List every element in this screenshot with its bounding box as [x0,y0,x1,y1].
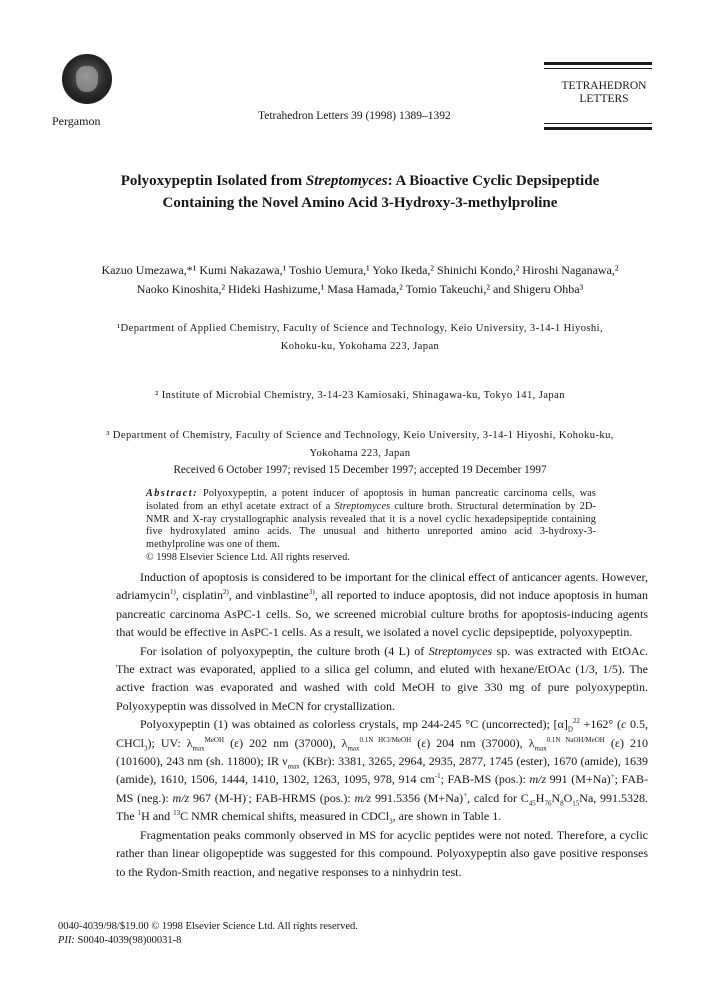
abstract: Abstract: Polyoxypeptin, a potent inducer of apoptosis in human pancreatic carcinoma cells, was isolated from an ethyl acetate extract of a Streptomyces culture broth. Structural determination by 2D-NMR and X-ray crystallographic analysis revealed that it is a novel cyclic hexadepsipeptide containing five hydroxylated amino acids. The unusual and hitherto unreported amino acid 3-hydroxy-3-methylproline was one of them. © 1998 Elsevier Science Ltd. All rights reserved. [146,488,596,563]
journal-name [552,80,656,106]
abstract-heading: Abstract: [146,488,198,499]
author-list: Kazuo Umezawa,*¹ Kumi Nakazawa,¹ Toshio Uemura,¹ Yoko Ikeda,² Shinichi Kondo,² Hiroshi Naganawa,² Naoko Kinoshita,² Hideki Hashizume,¹ Masa Hamada,² Tomio Takeuchi,² and Shigeru Ohba³ [101,263,619,296]
journal-name-line2: LETTERS [579,93,629,105]
journal-citation: Tetrahedron Letters 39 (1998) 1389–1392 [258,110,451,122]
abstract-copyright: © 1998 Elsevier Science Ltd. All rights reserved. [146,551,351,563]
body-paragraph-4: Fragmentation peaks commonly observed in MS for acyclic peptides were not noted. Therefore, a cyclic rather than linear oligopeptide was suggested for this compound. Polyoxypeptin also gave positive responses to the Rydon-Smith reaction, and negative responses to a ninhydrin test. [116,827,648,879]
header-rule-top [544,62,652,65]
article-body [116,568,648,881]
pergamon-logo [62,54,112,104]
affiliation-1: ¹Department of Applied Chemistry, Faculty of Science and Technology, Keio University, 3-14-1 Hiyoshi, Kohoku-ku, Yokohama 223, Japan [116,323,603,352]
body-paragraph-3: Polyoxypeptin (1) was obtained as colorless crystals, mp 244-245 °C (uncorrected); $[\alpha]_D^{22} +162^\circ$ (c 0.5, CHCl$_3$); UV: $\lambda_{max}^{MeOH}$ (ε) 202 nm (37000), $\lambda_{max}^{0.1N HCl/MeOH}$ (ε) 204 nm (37000), $\lambda_{max}^{0.1N NaOH/MeOH}$ (ε) 210 (101600), 243 nm (sh. 11800); IR $\nu_{max}$ (KBr): 3381, 3265, 2964, 2935, 2877, 1745 (ester), 1670 (amide), 1639 (amide), 1610, 1506, 1444, 1410, 1302, 1263, 1095, 978, 914 $cm^{-1}$; FAB-MS (pos.): m/z 991 (M+Na)+; FAB-MS (neg.): m/z 967 (M-H)-; FAB-HRMS (pos.): m/z 991.5356 (M+Na)+, calcd for $C_{45}H_{76}N_8O_{15}Na$, 991.5328. The $^1$H and $^{13}$C NMR chemical shifts, measured in CDCl$_3$, are shown in Table 1. [116,717,649,826]
footer-copyright: 0040-4039/98/$19.00 © 1998 Elsevier Science Ltd. All rights reserved. [58,921,358,932]
article-title: Polyoxypeptin Isolated from Streptomyces: A Bioactive Cyclic Depsipeptide Containing the Novel Amino Acid 3-Hydroxy-3-methylproline [120,173,600,211]
received-dates: Received 6 October 1997; revised 15 December 1997; accepted 19 December 1997 [173,464,547,476]
footer-pii: PII: S0040-4039(98)00031-8 [58,935,182,946]
affiliation-2: ² Institute of Microbial Chemistry, 3-14-23 Kamiosaki, Shinagawa-ku, Tokyo 141, Japan [155,390,565,401]
affiliation-3: ³ Department of Chemistry, Faculty of Science and Technology, Keio University, 3-14-1 Hiyoshi, Kohoku-ku, Yokohama 223, Japan [106,430,614,459]
journal-name-line1: TETRAHEDRON [561,80,647,92]
header-rule-bottom [544,127,652,130]
publisher-name: Pergamon [52,114,101,128]
header-rule-top-thin [544,68,652,69]
footer [58,920,358,948]
header-rule-bottom-thin [544,123,652,124]
body-paragraph-1: Induction of apoptosis is considered to be important for the clinical effect of anticancer agents. However, adriamycin$^{1)}$, cisplatin$^{2)}$, and vinblastine$^{3)}$, all reported to induce apoptosis, did not induce apoptosis in human pancreatic carcinoma AsPC-1 cells. So, we screened microbial culture broths for apoptosis-inducing agents that would be effective in AsPC-1 cells. As a result, we isolated a novel cyclic depsipeptide, polyoxypeptin. [116,570,648,640]
body-paragraph-2: For isolation of polyoxypeptin, the culture broth (4 L) of Streptomyces sp. was extracted with EtOAc. The extract was evaporated, applied to a silica gel column, and eluted with hexane/EtOAc (1/3, 1/5). The active fraction was evaporated and washed with cold MeOH to give 330 mg of pure polyoxypeptin. Polyoxypeptin was dissolved in MeCN for crystallization. [116,643,648,713]
